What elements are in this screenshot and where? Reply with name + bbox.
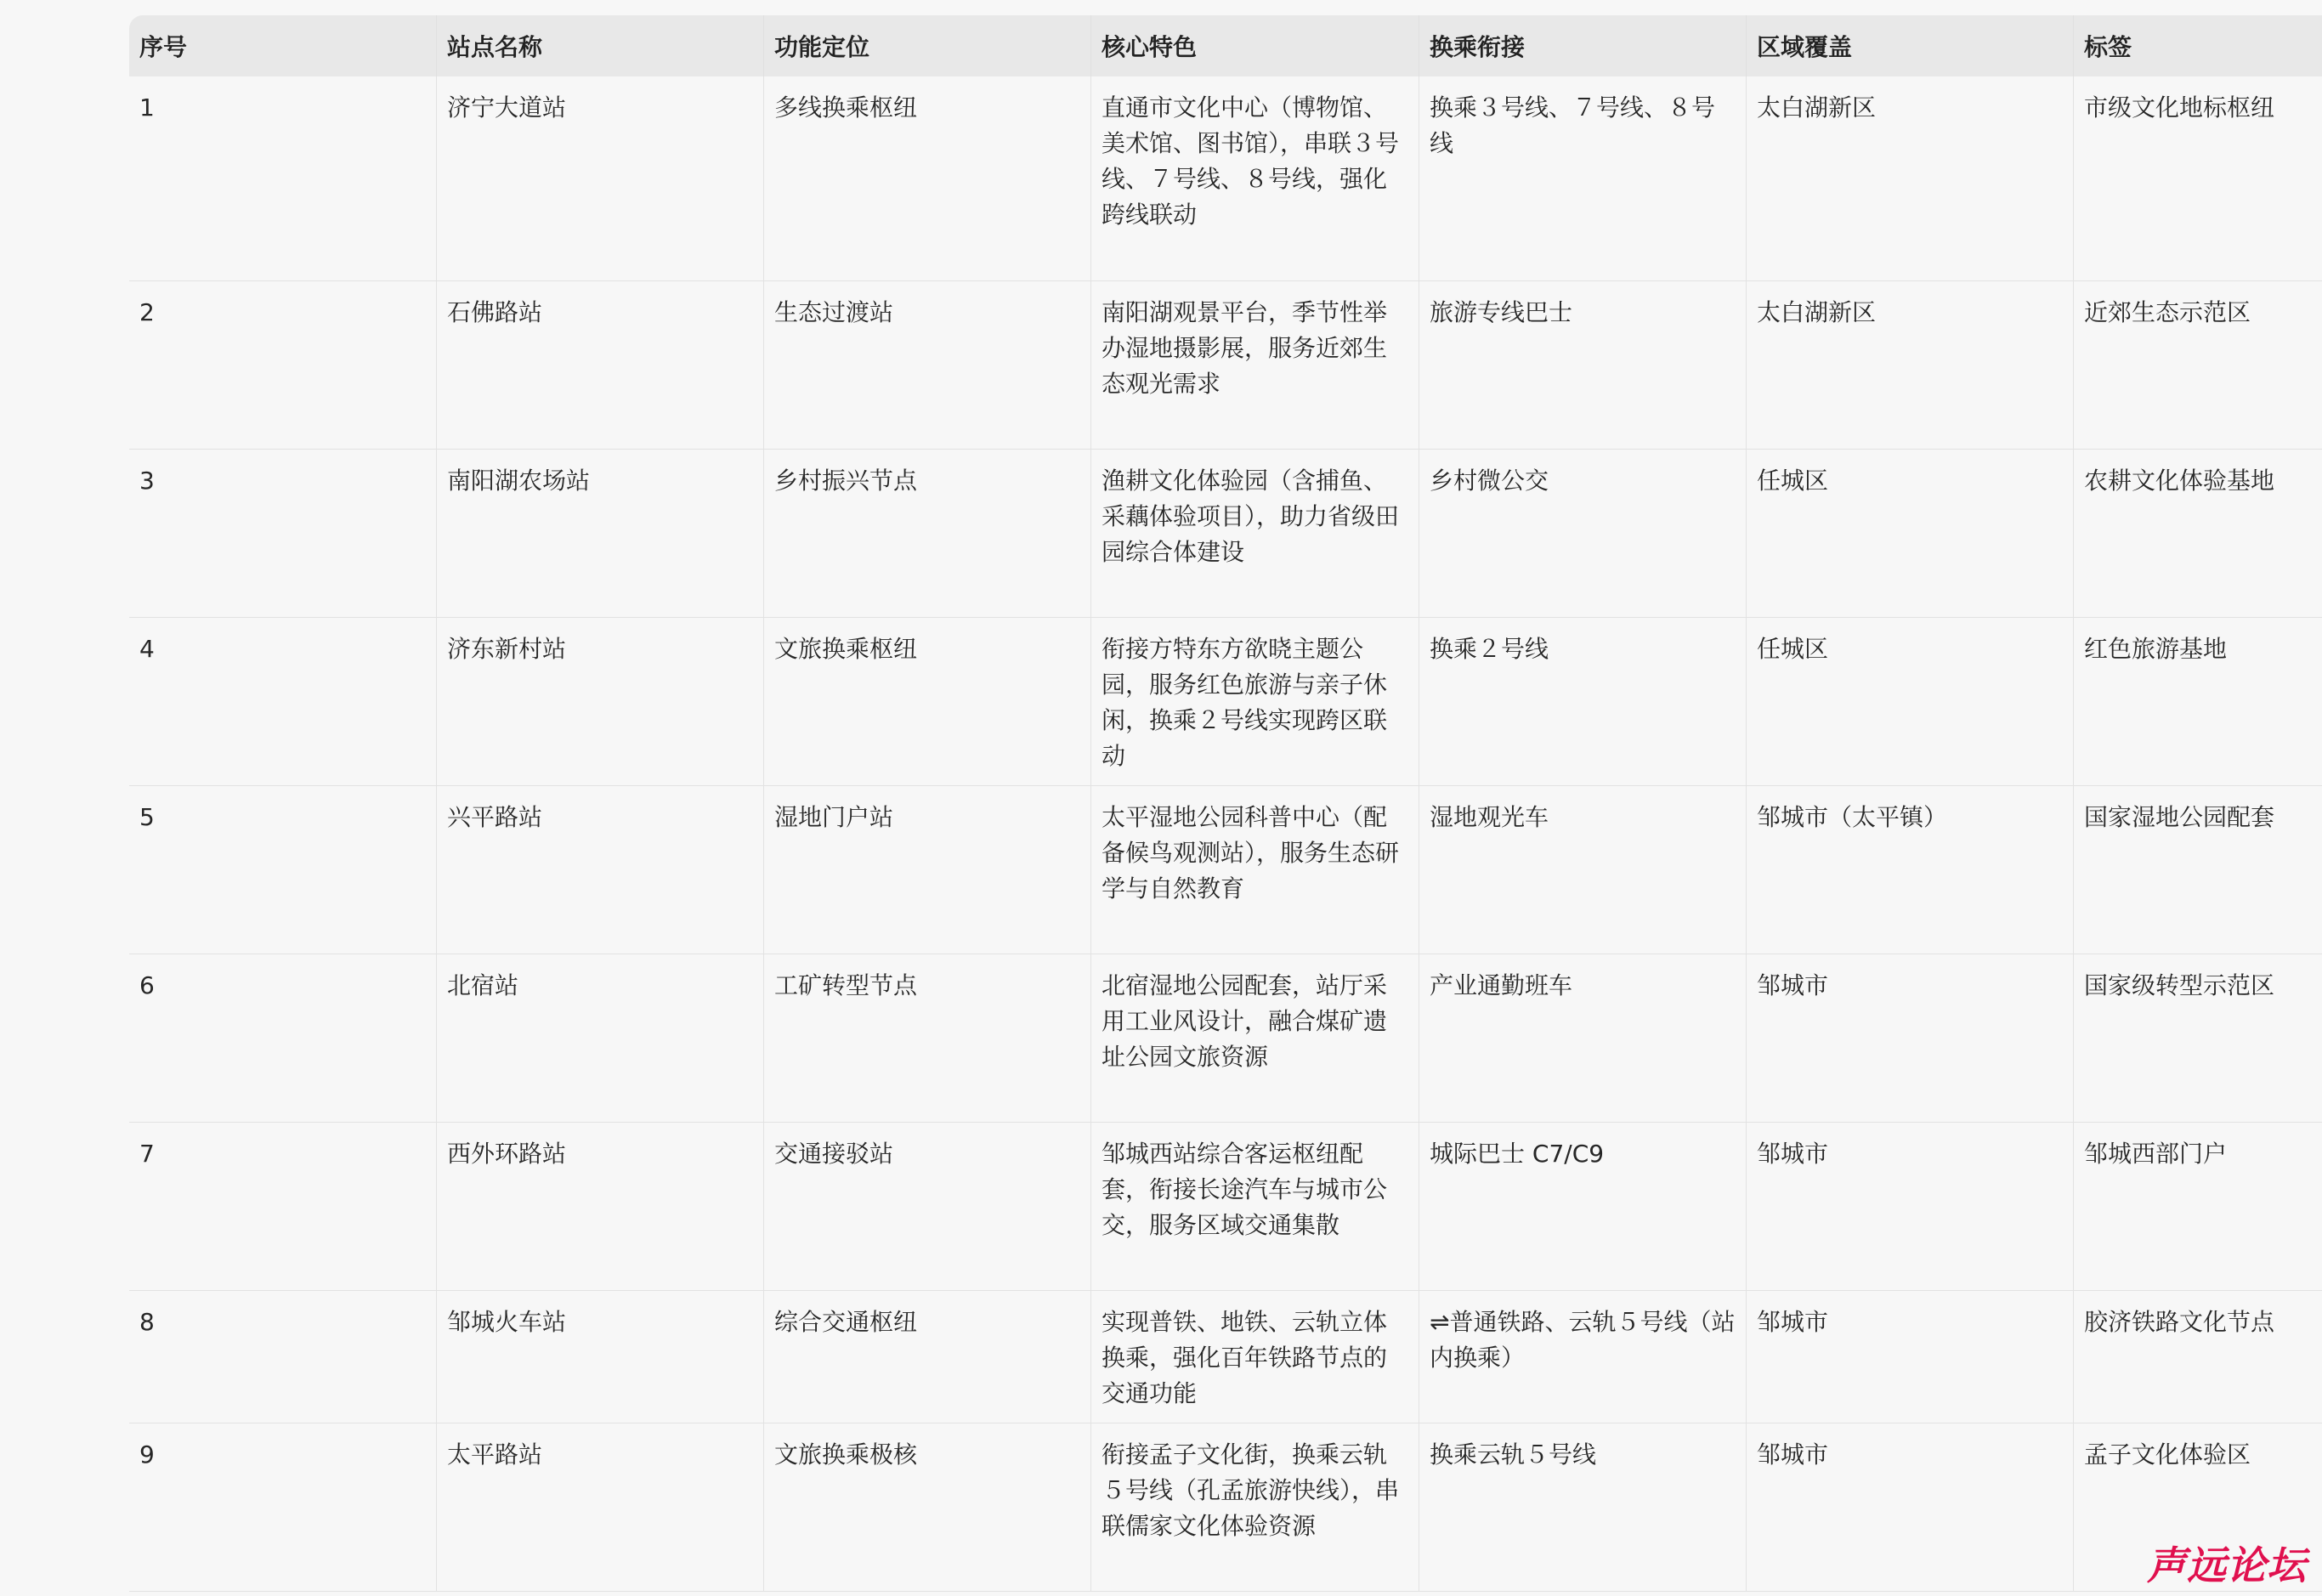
table-row: [129, 1290, 2322, 1423]
cell-core-feature: 太平湿地公园科普中心（配备候鸟观测站），服务生态研学与自然教育: [1091, 785, 1419, 954]
table-row: [129, 954, 2322, 1122]
cell-station-name: 太平路站: [437, 1423, 764, 1591]
cell-function: 综合交通枢纽: [764, 1290, 1091, 1423]
cell-function: 文旅换乘极核: [764, 1423, 1091, 1591]
cell-index: 6: [129, 954, 437, 1122]
cell-region: 太白湖新区: [1747, 280, 2074, 449]
cell-core-feature: 渔耕文化体验园（含捕鱼、采藕体验项目），助力省级田园综合体建设: [1091, 449, 1419, 617]
cell-index: 5: [129, 785, 437, 954]
cell-tag: 国家湿地公园配套: [2074, 785, 2322, 954]
cell-station-name: 济东新村站: [437, 617, 764, 785]
table-row: [129, 1122, 2322, 1290]
cell-function: 交通接驳站: [764, 1122, 1091, 1290]
header-region: 区域覆盖: [1747, 15, 2074, 76]
cell-transfer: 换乘云轨５号线: [1419, 1423, 1747, 1591]
cell-region: 邹城市: [1747, 1290, 2074, 1423]
cell-function: 多线换乘枢纽: [764, 76, 1091, 280]
cell-station-name: 济宁大道站: [437, 76, 764, 280]
cell-core-feature: 直通市文化中心（博物馆、美术馆、图书馆），串联３号线、７号线、８号线，强化跨线联动: [1091, 76, 1419, 280]
cell-function: 乡村振兴节点: [764, 449, 1091, 617]
cell-tag: 农耕文化体验基地: [2074, 449, 2322, 617]
header-station-name: 站点名称: [437, 15, 764, 76]
cell-tag: 红色旅游基地: [2074, 617, 2322, 785]
cell-index: 9: [129, 1423, 437, 1591]
header-tag: 标签: [2084, 33, 2132, 61]
cell-transfer: 乡村微公交: [1419, 449, 1747, 617]
cell-tag: 胶济铁路文化节点: [2074, 1290, 2322, 1423]
forum-watermark: 声远论坛: [2147, 1542, 2307, 1588]
cell-core-feature: 北宿湿地公园配套，站厅采用工业风设计，融合煤矿遗址公园文旅资源: [1091, 954, 1419, 1122]
cell-transfer: ⇌普通铁路、云轨５号线（站内换乘）: [1419, 1290, 1747, 1423]
cell-core-feature: 南阳湖观景平台，季节性举办湿地摄影展，服务近郊生态观光需求: [1091, 280, 1419, 449]
cell-tag: 近郊生态示范区: [2074, 280, 2322, 449]
header-index: 序号: [129, 15, 437, 76]
cell-region: 任城区: [1747, 617, 2074, 785]
cell-transfer: 换乘３号线、７号线、８号线: [1419, 76, 1747, 280]
cell-region: 任城区: [1747, 449, 2074, 617]
cell-tag: 市级文化地标枢纽: [2074, 76, 2322, 280]
cell-function: 湿地门户站: [764, 785, 1091, 954]
table-row: [129, 1423, 2322, 1591]
cell-index: 7: [129, 1122, 437, 1290]
cell-transfer: 城际巴士 C7/C9: [1419, 1122, 1747, 1290]
cell-tag: 孟子文化体验区: [2074, 1423, 2322, 1591]
cell-function: 生态过渡站: [764, 280, 1091, 449]
cell-core-feature: 邹城西站综合客运枢纽配套，衔接长途汽车与城市公交，服务区域交通集散: [1091, 1122, 1419, 1290]
header-core-feature: 核心特色: [1091, 15, 1419, 76]
table-row: [129, 617, 2322, 785]
cell-transfer: 旅游专线巴士: [1419, 280, 1747, 449]
cell-station-name: 西外环路站: [437, 1122, 764, 1290]
cell-tag: 邹城西部门户: [2074, 1122, 2322, 1290]
table-row: [129, 785, 2322, 954]
cell-index: 3: [129, 449, 437, 617]
cell-transfer: 产业通勤班车: [1419, 954, 1747, 1122]
table-row: [129, 280, 2322, 449]
header-transfer: 换乘衔接: [1419, 15, 1747, 76]
cell-tag: 国家级转型示范区: [2074, 954, 2322, 1122]
header-row: [129, 15, 2322, 76]
cell-region: 太白湖新区: [1747, 76, 2074, 280]
table-body: [129, 76, 2322, 1591]
cell-index: 8: [129, 1290, 437, 1423]
cell-index: 1: [129, 76, 437, 280]
cell-index: 2: [129, 280, 437, 449]
cell-transfer: 湿地观光车: [1419, 785, 1747, 954]
cell-station-name: 兴平路站: [437, 785, 764, 954]
cell-index: 4: [129, 617, 437, 785]
station-table: [129, 15, 2322, 1592]
cell-region: 邹城市: [1747, 954, 2074, 1122]
cell-station-name: 石佛路站: [437, 280, 764, 449]
cell-station-name: 南阳湖农场站: [437, 449, 764, 617]
cell-region: 邹城市（太平镇）: [1747, 785, 2074, 954]
cell-function: 工矿转型节点: [764, 954, 1091, 1122]
cell-transfer: 换乘２号线: [1419, 617, 1747, 785]
cell-core-feature: 衔接孟子文化街，换乘云轨５号线（孔孟旅游快线），串联儒家文化体验资源: [1091, 1423, 1419, 1591]
header-function: 功能定位: [764, 15, 1091, 76]
cell-station-name: 邹城火车站: [437, 1290, 764, 1423]
cell-region: 邹城市: [1747, 1423, 2074, 1591]
cell-core-feature: 衔接方特东方欲晓主题公园，服务红色旅游与亲子休闲，换乘２号线实现跨区联动: [1091, 617, 1419, 785]
cell-core-feature: 实现普铁、地铁、云轨立体换乘，强化百年铁路节点的交通功能: [1091, 1290, 1419, 1423]
table-row: [129, 76, 2322, 280]
cell-region: 邹城市: [1747, 1122, 2074, 1290]
cell-function: 文旅换乘枢纽: [764, 617, 1091, 785]
table-header: [129, 15, 2322, 76]
table-row: [129, 449, 2322, 617]
cell-station-name: 北宿站: [437, 954, 764, 1122]
